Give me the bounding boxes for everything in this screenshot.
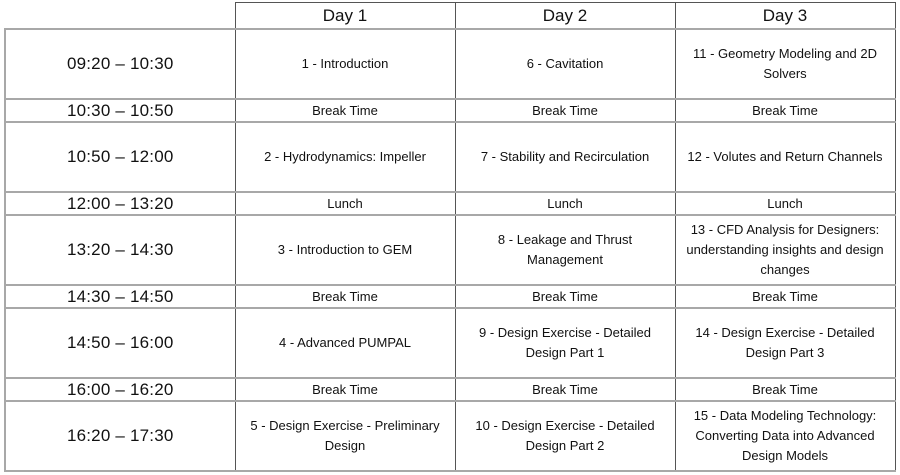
lunch-cell: Lunch — [235, 192, 455, 215]
session-row — [5, 122, 895, 192]
break-cell: Break Time — [455, 285, 675, 308]
time-slot: 16:20 – 17:30 — [5, 401, 235, 471]
session-row — [5, 215, 895, 285]
session-cell: 10 - Design Exercise - Detailed Design Part 2 — [455, 401, 675, 471]
time-slot: 12:00 – 13:20 — [5, 192, 235, 215]
session-cell: 9 - Design Exercise - Detailed Design Part 1 — [455, 308, 675, 378]
session-cell: 6 - Cavitation — [455, 29, 675, 99]
session-row — [5, 401, 895, 471]
time-slot: 16:00 – 16:20 — [5, 378, 235, 401]
time-slot: 09:20 – 10:30 — [5, 29, 235, 99]
lunch-cell: Lunch — [675, 192, 895, 215]
lunch-cell: Lunch — [455, 192, 675, 215]
session-cell: 3 - Introduction to GEM — [235, 215, 455, 285]
session-cell: 2 - Hydrodynamics: Impeller — [235, 122, 455, 192]
break-cell: Break Time — [455, 378, 675, 401]
time-slot: 10:30 – 10:50 — [5, 99, 235, 122]
break-row — [5, 99, 895, 122]
header-row — [5, 3, 895, 30]
break-cell: Break Time — [675, 99, 895, 122]
day-header-3: Day 3 — [675, 3, 895, 30]
schedule-table — [4, 2, 896, 472]
break-cell: Break Time — [235, 285, 455, 308]
corner-cell — [5, 3, 235, 30]
session-cell: 4 - Advanced PUMPAL — [235, 308, 455, 378]
session-cell: 15 - Data Modeling Technology: Converting Data into Advanced Design Models — [675, 401, 895, 471]
session-row — [5, 29, 895, 99]
break-cell: Break Time — [235, 99, 455, 122]
session-row — [5, 308, 895, 378]
break-cell: Break Time — [675, 378, 895, 401]
time-slot: 14:50 – 16:00 — [5, 308, 235, 378]
session-cell: 12 - Volutes and Return Channels — [675, 122, 895, 192]
break-cell: Break Time — [235, 378, 455, 401]
break-row — [5, 285, 895, 308]
session-cell: 11 - Geometry Modeling and 2D Solvers — [675, 29, 895, 99]
break-cell: Break Time — [455, 99, 675, 122]
break-row — [5, 378, 895, 401]
session-cell: 7 - Stability and Recirculation — [455, 122, 675, 192]
break-cell: Break Time — [675, 285, 895, 308]
time-slot: 14:30 – 14:50 — [5, 285, 235, 308]
session-cell: 5 - Design Exercise - Preliminary Design — [235, 401, 455, 471]
day-header-2: Day 2 — [455, 3, 675, 30]
time-slot: 13:20 – 14:30 — [5, 215, 235, 285]
session-cell: 8 - Leakage and Thrust Management — [455, 215, 675, 285]
session-cell: 13 - CFD Analysis for Designers: understanding insights and design changes — [675, 215, 895, 285]
session-cell: 1 - Introduction — [235, 29, 455, 99]
time-slot: 10:50 – 12:00 — [5, 122, 235, 192]
session-cell: 14 - Design Exercise - Detailed Design Part 3 — [675, 308, 895, 378]
day-header-1: Day 1 — [235, 3, 455, 30]
lunch-row — [5, 192, 895, 215]
